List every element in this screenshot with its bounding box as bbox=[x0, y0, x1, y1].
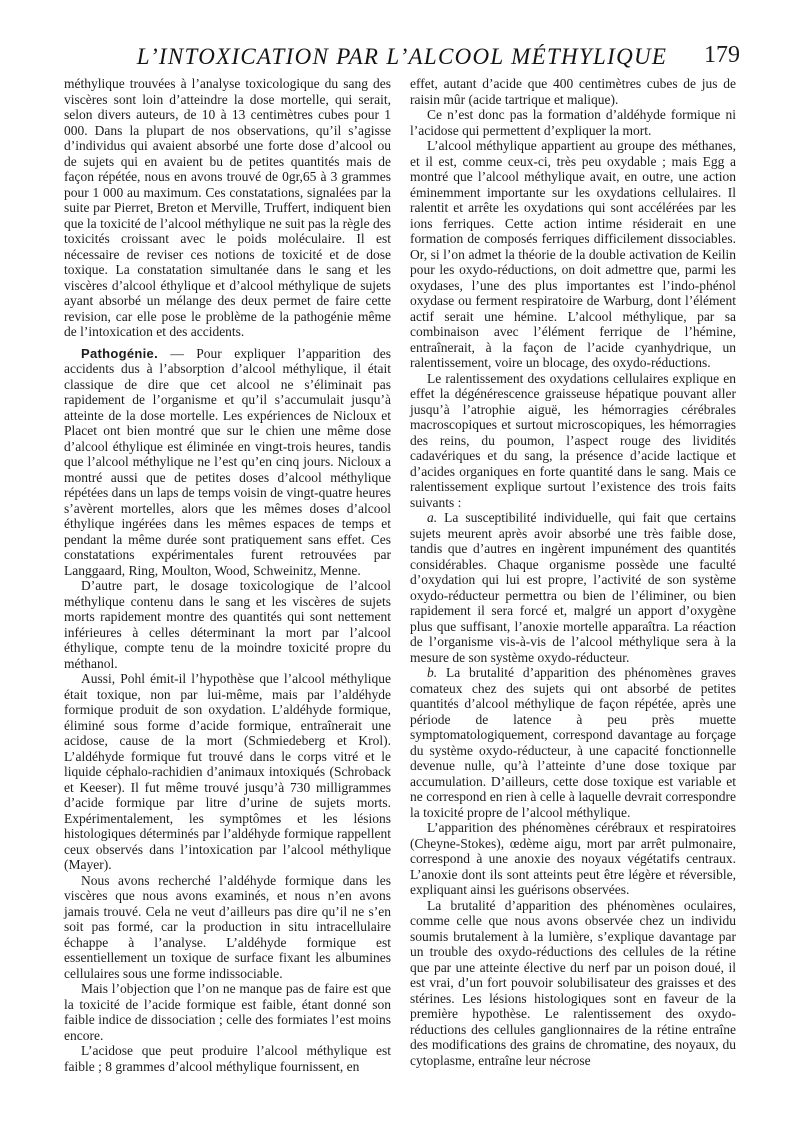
paragraph-text: — Pour expliquer l’apparition des accidents dus à l’absorption d’alcool méthylique, il était classique de dire que cet alcool ne s’éliminait pas rapidement de l’organisme et qu’il s’accumulait jusqu’à atteinte de la dose mortelle. Les expériences de Nicloux et Placet ont bien montré que sur le chien une même dose d’alcool éthylique est éliminée en vingt-trois heures, tandis que l’alcool méthylique ne l’est qu’en cinq jours. Nicloux a montré aussi que de petites doses d’alcool méthylique répétées dans un laps de temps voisin de vingt-quatre heures s’avèrent mortelles, alors que les mêmes doses d’alcool éthylique ingérées dans les mêmes espaces de temps et pendant la même durée sont pratiquement sans effet. Ces constatations expérimentales furent retrouvées par Langgaard, Ring, Moulton, Wood, Schweinitz, Menne. bbox=[64, 345, 391, 578]
paragraph: L’acidose que peut produire l’alcool méthylique est faible ; 8 grammes d’alcool méthylique fournissent, en bbox=[64, 1043, 391, 1074]
section-paragraph bbox=[64, 346, 391, 579]
paragraph: Aussi, Pohl émit-il l’hypothèse que l’alcool méthylique était toxique, non par lui-même, mais par l’aldéhyde formique produit de son oxydation. L’aldéhyde formique, éliminé sous forme d’acide formique, entraînerait une acidose, cause de la mort (Schmiedeberg et Krol). L’aldéhyde formique fut trouvé dans le corps vitré et le liquide céphalo-rachidien d’animaux intoxiqués (Schroback et Keeser). Il fut même trouvé jusqu’à 730 milligrammes d’acide formique par litre d’urine de sujets morts. Expérimentalement, les symptômes et les lésions histologiques déterminés par l’aldéhyde formique rappellent ceux observés dans l’intoxication par l’alcool méthylique (Mayer). bbox=[64, 671, 391, 872]
list-item-a bbox=[410, 510, 736, 665]
paragraph: D’autre part, le dosage toxicologique de l’alcool méthylique contenu dans le sang et les viscères de sujets morts rapidement montre des quantités qui sont nettement inférieures à celles déterminant la mort par l’alcool éthylique, compte tenu de la moindre toxicité propre du méthanol. bbox=[64, 578, 391, 671]
paragraph: Nous avons recherché l’aldéhyde formique dans les viscères que nous avons examinés, et nous n’en avons jamais trouvé. Cela ne veut d’ailleurs pas dire qu’il ne s’en soit pas formé, car la production in situ intracellulaire échappe à l’analyse. L’aldéhyde formique est essentiellement un toxique de surface fixant les albumines cellulaires sous une forme indissociable. bbox=[64, 872, 391, 981]
paragraph: L’apparition des phénomènes cérébraux et respiratoires (Cheyne-Stokes), œdème aigu, mort par arrêt pulmonaire, correspond à une anoxie des noyaux végétatifs centraux. L’anoxie dont ils sont atteints peut être légère et réversible, expliquant ainsi les guérisons observées. bbox=[410, 820, 736, 897]
item-text: La brutalité d’apparition des phénomènes graves comateux chez des sujets qui ont absorbé de petites quantités d’alcool méthylique de façon répétée, après une période de latence à peu près muette symptomatologiquement, correspond davantage au forçage du système oxydo-réducteur, à une capacité fonctionnelle devenue nulle, qu’à l’atteinte d’une dose toxique par accumulation. D’ailleurs, cette dose toxique est variable et ne correspond en rien à celle à laquelle devrait correspondre la toxicité propre de l’alcool méthylique. bbox=[410, 665, 736, 820]
list-item-b bbox=[410, 665, 736, 820]
left-column bbox=[64, 76, 391, 1074]
page-header bbox=[64, 40, 740, 80]
paragraph: effet, autant d’acide que 400 centimètres cubes de jus de raisin mûr (acide tartrique et malique). bbox=[410, 76, 736, 107]
running-title: L’INTOXICATION PAR L’ALCOOL MÉTHYLIQUE bbox=[136, 44, 668, 69]
page-number: 179 bbox=[704, 42, 740, 68]
paragraph: Le ralentissement des oxydations cellulaires explique en effet la dégénérescence graisseuse hépatique pouvant aller jusqu’à l’atrophie aiguë, les hémorragies cérébrales macroscopiques et surtout microscopiques, les hémorragies des reins, du poumon, l’aspect rouge des lividités cadavériques et du sang, la présence d’acide lactique et d’acides organiques en forte quantité dans le sang. Mais ce ralentissement explique surtout l’existence des trois faits suivants : bbox=[410, 370, 736, 510]
item-label: a. bbox=[427, 510, 438, 525]
section-title: Pathogénie. bbox=[81, 345, 158, 361]
paragraph: La brutalité d’apparition des phénomènes oculaires, comme celle que nous avons observée chez un individu soumis brutalement à la lumière, s’explique davantage par un trouble des oxydo-réductions des cellules de la rétine que par une atteinte élective du nerf par un poison doué, il est vrai, d’un fort pouvoir solubilisateur des graisses et des stérines. Les lésions histologiques sont en faveur de la première hypothèse. Le ralentissement des oxydo-réductions des cellules ganglionnaires de la rétine entraîne des modifications des grains de chromatine, des noyaux, du cytoplasme, entraîne leur nécrose bbox=[410, 897, 736, 1068]
paragraph: L’alcool méthylique appartient au groupe des méthanes, et il est, comme ceux-ci, très peu oxydable ; mais Egg a montré que l’alcool méthylique avait, en outre, une action éminemment importante sur les oxydations cellulaires. Il ralentit et arrête les oxydations qui sont accélérées par les ions ferriques. Cette action intime résiderait en une formation de composés ferriques difficilement dissociables. Or, si l’on admet la théorie de la double activation de Keilin pour les oxydo-réductions, on doit admettre que, parmi les oxydases, l’une des plus importantes est l’indo-phénol oxydase ou ferment respiratoire de Warburg, dont l’élément actif serait une hémine. L’alcool méthylique, par sa combinaison avec l’élément ferrique de l’hémine, entraînerait, à la façon de l’acide cyanhydrique, un ralentissement, voire un blocage, des oxydo-réductions. bbox=[410, 138, 736, 370]
item-text: La susceptibilité individuelle, qui fait que certains sujets meurent après avoir absorbé une très faible dose, tandis que d’autres en ingèrent impunément des quantités considérables. Chaque organisme possède une faculté d’oxydation qui lui est propre, l’activité de son système oxydo-réducteur permettra ou bien de l’éliminer, ou bien rapidement il sera forcé et, malgré un apport d’oxygène plus que suffisant, l’anoxie mortelle apparaîtra. La réaction de l’organisme vis-à-vis de l’alcool méthylique sera à la mesure de son système oxydo-réducteur. bbox=[410, 510, 736, 665]
paragraph: méthylique trouvées à l’analyse toxicologique du sang des viscères sont loin d’atteindre la dose mortelle, qui serait, selon divers auteurs, de 10 à 13 centimètres cubes pour 1 000. Dans la plupart de nos observations, qu’il s’agisse d’individus qui avaient absorbé une forte dose d’alcool ou de sujets qui en avaient bu de petites quantités mais de façon répétée, nous en avons trouvé de 0gr,65 à 3 grammes pour 1 000 au maximum. Ces constatations, signalées par la suite par Pierret, Breton et Merville, Truffert, indiquent bien que la toxicité de l’alcool méthylique ne suit pas la règle des toxicités croissant avec le poids moléculaire. Il est nécessaire de reviser ces notions de toxicité et de dose toxique. La constatation simultanée dans le sang et les viscères d’alcool éthylique et d’alcool méthylique de sujets ayant absorbé un mélange des deux permet de faire cette revision, car elle pose le problème de la pathogénie même de l’intoxication et des accidents. bbox=[64, 76, 391, 339]
paragraph: Mais l’objection que l’on ne manque pas de faire est que la toxicité de l’acide formique est faible, étant donné son faible indice de dissociation ; celle des formiates l’est moins encore. bbox=[64, 981, 391, 1043]
right-column bbox=[410, 76, 736, 1068]
paragraph: Ce n’est donc pas la formation d’aldéhyde formique ni l’acidose qui permettent d’expliquer la mort. bbox=[410, 107, 736, 138]
item-label: b. bbox=[427, 665, 438, 680]
